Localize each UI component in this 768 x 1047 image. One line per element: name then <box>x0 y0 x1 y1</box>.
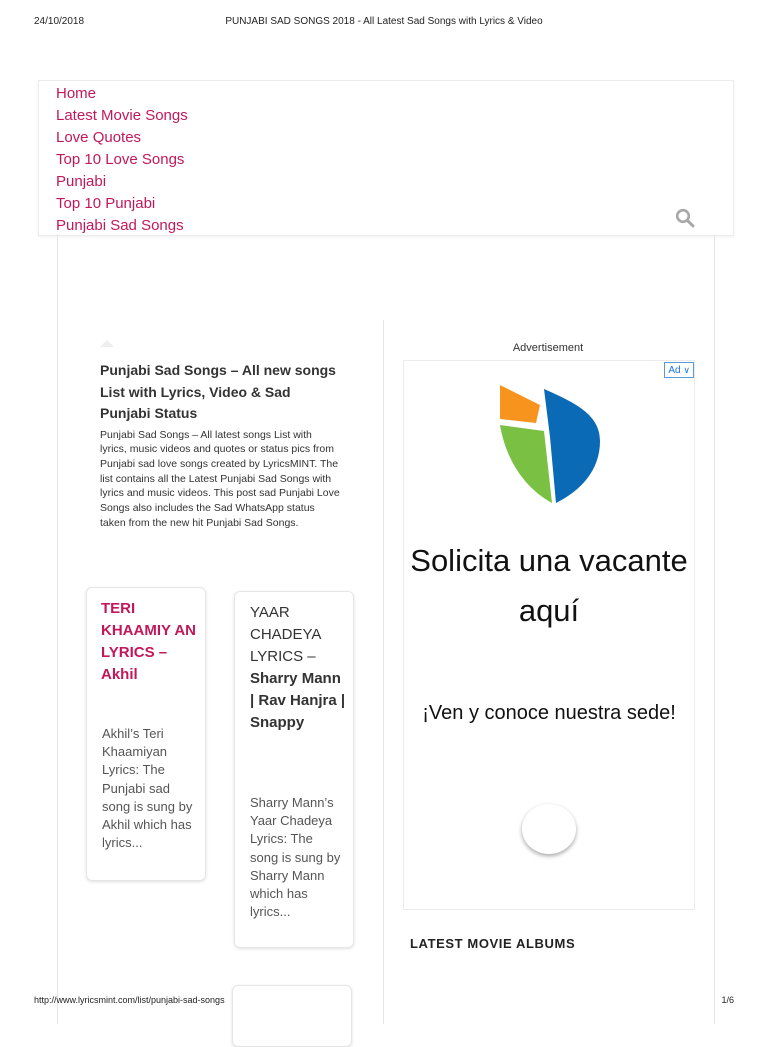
nav-list <box>56 83 188 237</box>
ad-headline[interactable]: Solicita una vacante aquí <box>410 543 688 628</box>
nav-link-punjabi[interactable]: Punjabi <box>56 173 107 190</box>
advertisement-label: Advertisement <box>512 342 584 354</box>
ad-subline: ¡Ven y conoce nuestra sede! <box>422 702 676 724</box>
intro-section <box>100 360 340 530</box>
chevron-down-icon: ∨ <box>683 365 690 375</box>
song-excerpt: Akhil’s Teri Khaamiyan Lyrics: The Punjabi sad song is sung by Akhil which has lyrics... <box>102 726 193 851</box>
nav-link-love-quotes[interactable]: Love Quotes <box>56 129 142 146</box>
ad-logo-icon <box>496 379 604 504</box>
nav-item-punjabi[interactable] <box>56 171 188 193</box>
nav-link-top-10-punjabi[interactable]: Top 10 Punjabi <box>56 195 156 212</box>
caret-decoration <box>100 340 114 347</box>
print-date: 24/10/2018 <box>34 16 85 27</box>
nav-link-home[interactable]: Home <box>56 85 97 102</box>
search-icon[interactable] <box>675 208 695 228</box>
ad-cta-button[interactable] <box>522 804 576 854</box>
nav-link-latest-movie-songs[interactable]: Latest Movie Songs <box>56 107 188 124</box>
song-card-teri-khaamiyan[interactable] <box>86 587 206 881</box>
song-title-link[interactable] <box>250 602 346 734</box>
print-url: http://www.lyricsmint.com/list/punjabi-sad-songs <box>34 995 225 1005</box>
nav-item-latest-movie-songs[interactable] <box>56 105 188 127</box>
song-title-line1: YAAR CHADEYA LYRICS – <box>250 604 321 665</box>
print-page-count: 1/6 <box>721 995 734 1005</box>
main-nav <box>38 80 734 236</box>
nav-link-punjabi-sad-songs[interactable]: Punjabi Sad Songs <box>56 217 184 234</box>
nav-link-top-10-love-songs[interactable]: Top 10 Love Songs <box>56 151 185 168</box>
nav-item-love-quotes[interactable] <box>56 127 188 149</box>
nav-item-home[interactable] <box>56 83 188 105</box>
print-title: PUNJABI SAD SONGS 2018 - All Latest Sad Songs with Lyrics & Video <box>225 16 543 27</box>
page-title: Punjabi Sad Songs – All new songs List with Lyrics, Video & Sad Punjabi Status <box>100 362 336 421</box>
nav-item-top-10-punjabi[interactable] <box>56 193 188 215</box>
song-card-next[interactable] <box>232 985 352 1047</box>
intro-text: Punjabi Sad Songs – All latest songs List with lyrics, music videos and quotes or status pics from Punjabi sad love songs created by LyricsMINT. The list contains all the Latest Punjabi Sad Songs with lyrics and music videos. This post sad Punjabi Love Songs also includes the Sad WhatsApp status taken from the new hit Punjabi Sad Songs. <box>100 428 340 529</box>
ad-badge-label: Ad <box>668 365 681 376</box>
song-title-link[interactable]: TERI KHAAMIY AN LYRICS – Akhil <box>101 600 197 683</box>
latest-movie-albums-title: LATEST MOVIE ALBUMS <box>410 936 576 951</box>
advertisement-box[interactable] <box>403 360 695 910</box>
song-title-line2: Sharry Mann | Rav Hanjra | Snappy <box>250 670 346 731</box>
song-excerpt: Sharry Mann’s Yaar Chadeya Lyrics: The song is sung by Sharry Mann which has lyrics... <box>250 795 341 920</box>
print-header <box>0 16 768 30</box>
column-divider <box>383 320 384 1024</box>
song-card-yaar-chadeya[interactable] <box>234 591 354 948</box>
nav-item-top-10-love-songs[interactable] <box>56 149 188 171</box>
ad-badge[interactable] <box>664 362 694 378</box>
